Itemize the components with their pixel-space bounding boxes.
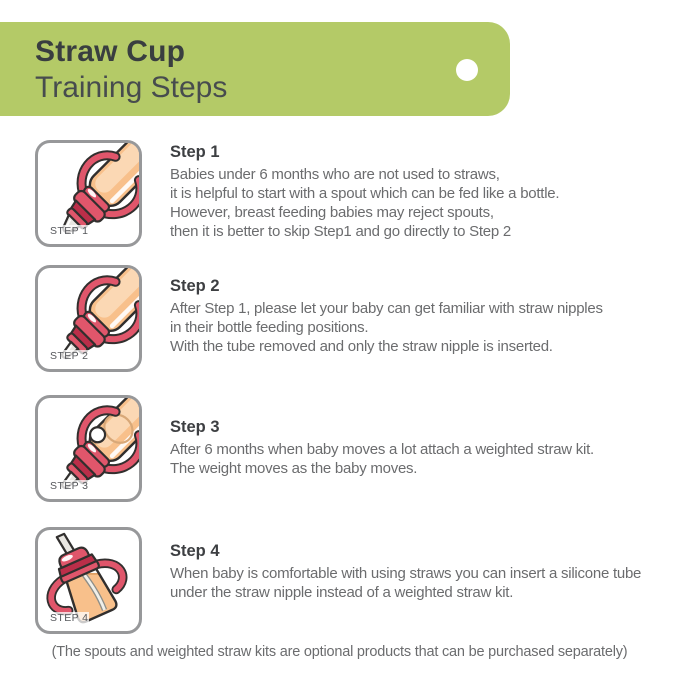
step4-text-block xyxy=(170,541,641,602)
step3-text-block xyxy=(170,417,594,478)
step-description-line: in their bottle feeding positions. xyxy=(170,319,369,336)
page-title: Straw Cup xyxy=(35,35,186,68)
step3-illustration-box xyxy=(35,395,142,502)
step1-text-block xyxy=(170,142,559,241)
step-description-line: After Step 1, please let your baby can get familiar with straw nipples xyxy=(170,300,603,317)
header-banner xyxy=(0,22,510,116)
step-description-line: it is helpful to start with a spout which can be fed like a bottle. xyxy=(170,185,560,202)
step-description-line: With the tube removed and only the straw nipple is inserted. xyxy=(170,338,553,355)
step4-box-label: STEP 4 xyxy=(50,612,89,624)
step3-box-label: STEP 3 xyxy=(50,480,89,492)
step1-heading: Step 1 xyxy=(170,143,220,161)
step1-illustration-box xyxy=(35,140,142,247)
step2-heading: Step 2 xyxy=(170,277,220,295)
step2-text-block xyxy=(170,276,603,356)
step-description-line: Babies under 6 months who are not used to straws, xyxy=(170,166,500,183)
step4-heading: Step 4 xyxy=(170,542,220,560)
step-description-line: However, breast feeding babies may reject spouts, xyxy=(170,204,494,221)
step2-illustration-box xyxy=(35,265,142,372)
step2-box-label: STEP 2 xyxy=(50,350,89,362)
optional-products-note: (The spouts and weighted straw kits are optional products that can be purchased separately) xyxy=(51,644,628,660)
step3-heading: Step 3 xyxy=(170,418,220,436)
punch-hole-circle xyxy=(456,59,478,81)
step-description-line: then it is better to skip Step1 and go directly to Step 2 xyxy=(170,223,511,240)
page-subtitle: Training Steps xyxy=(35,71,228,104)
step-description-line: under the straw nipple instead of a weighted straw kit. xyxy=(170,584,514,601)
step-description-line: When baby is comfortable with using straws you can insert a silicone tube xyxy=(170,565,642,582)
step-description-line: The weight moves as the baby moves. xyxy=(170,460,418,477)
step4-illustration-box xyxy=(35,527,142,634)
header-text-block xyxy=(35,33,227,106)
step1-box-label: STEP 1 xyxy=(50,225,89,237)
step-description-line: After 6 months when baby moves a lot attach a weighted straw kit. xyxy=(170,441,594,458)
